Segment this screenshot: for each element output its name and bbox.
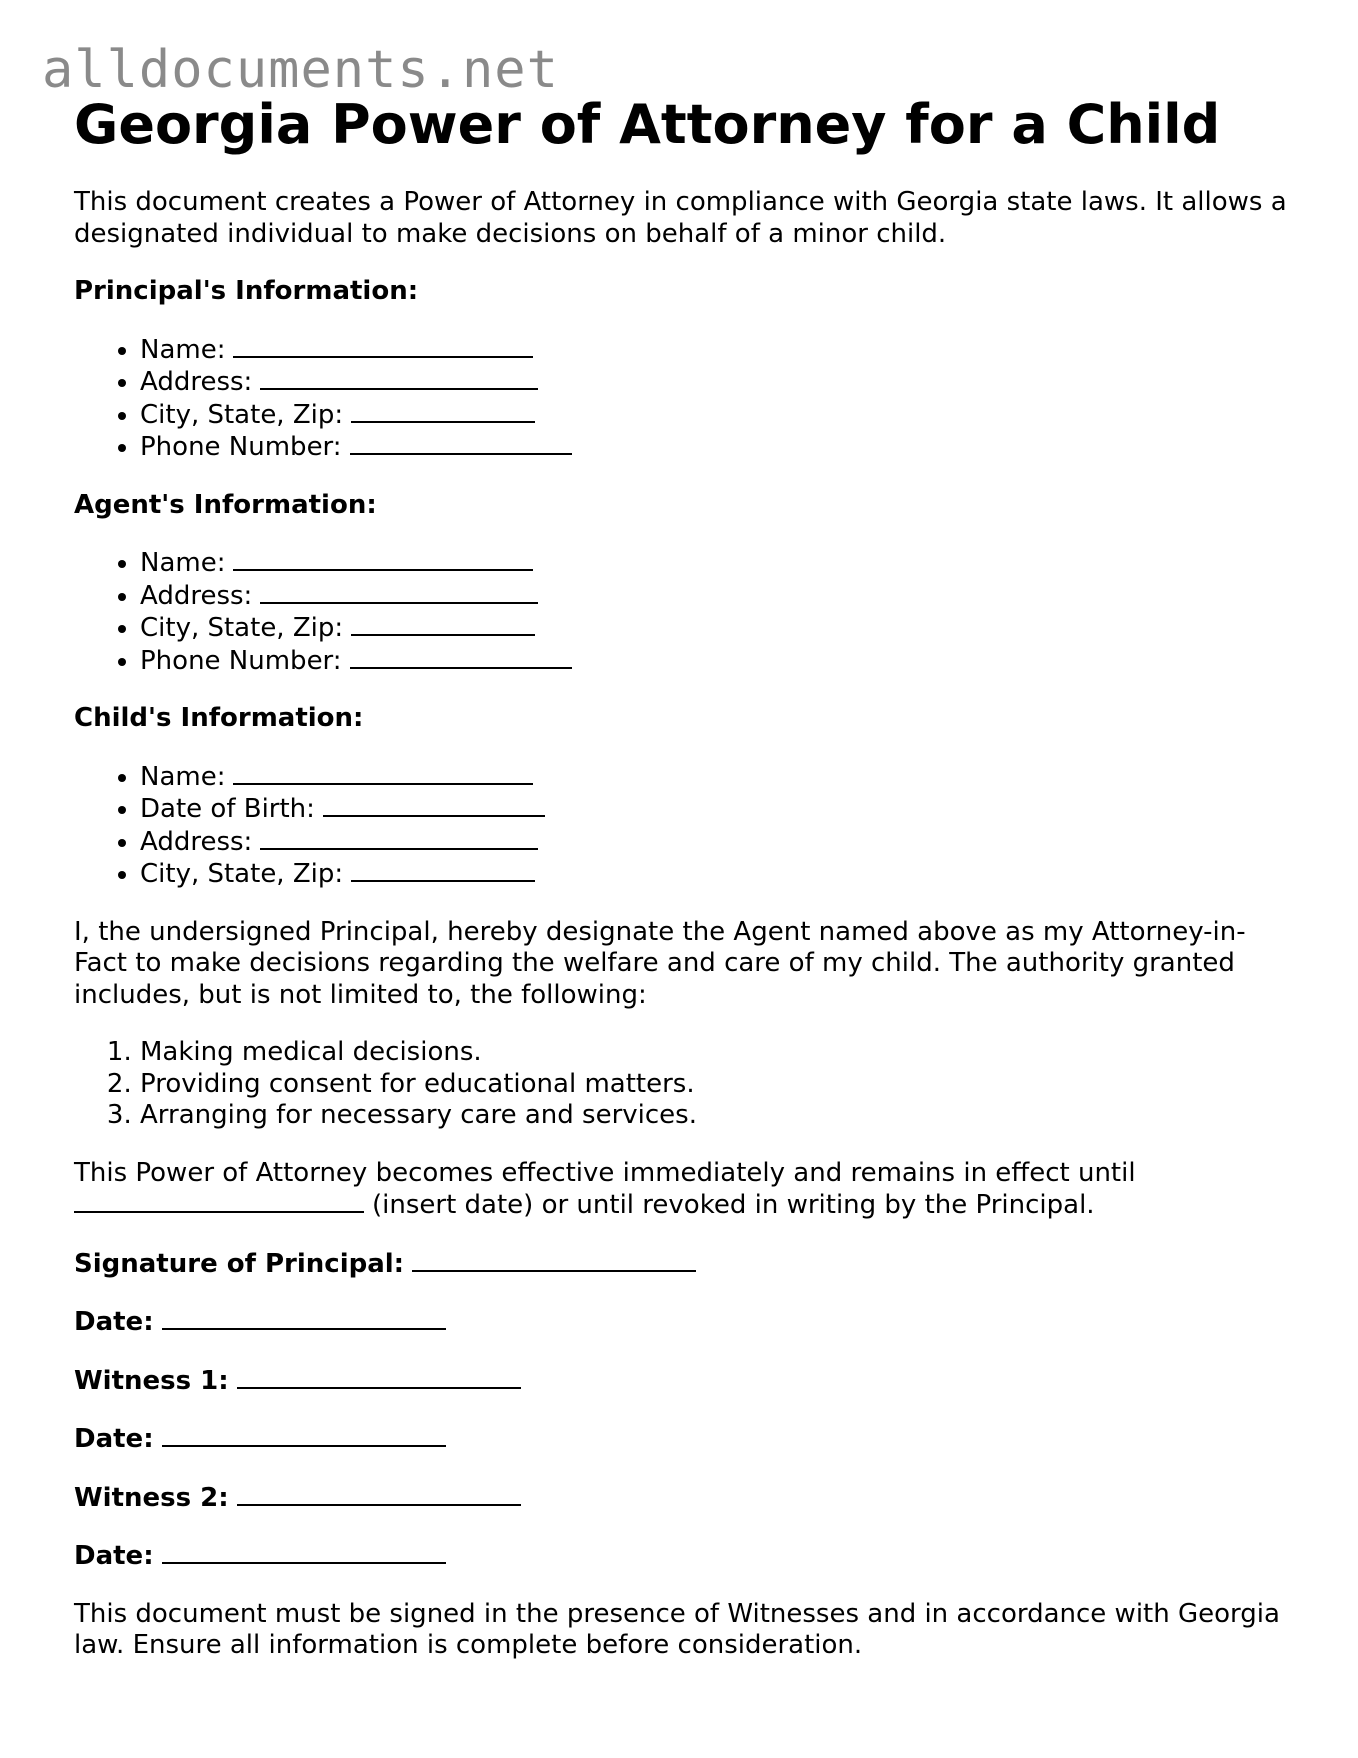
principal-phone-blank[interactable]	[350, 431, 572, 455]
witness1-line: Witness 1:	[74, 1365, 1294, 1398]
agent-address-blank[interactable]	[260, 580, 538, 604]
date-blank-2[interactable]	[162, 1423, 446, 1447]
child-dob-blank[interactable]	[323, 793, 545, 817]
child-fields	[74, 761, 1294, 891]
document-title: Georgia Power of Attorney for a Child	[74, 93, 1221, 156]
date-blank-3[interactable]	[162, 1540, 446, 1564]
principal-address-field: • Address:	[140, 366, 1294, 399]
intro-paragraph: This document creates a Power of Attorney in compliance with Georgia state laws. It allows a designated individual to make decisions on behalf of a minor child.	[74, 187, 1287, 249]
powers-list	[74, 1037, 1294, 1132]
principal-name-blank[interactable]	[233, 334, 533, 358]
agent-address-field: • Address:	[140, 580, 1294, 613]
date-line-2: Date:	[74, 1423, 1294, 1456]
witness2-blank[interactable]	[237, 1482, 521, 1506]
principal-signature-line: Signature of Principal:	[74, 1248, 1294, 1281]
principal-heading: Principal's Information:	[74, 276, 419, 306]
agent-phone-blank[interactable]	[350, 645, 572, 669]
child-dob-field: • Date of Birth:	[140, 793, 1294, 826]
agent-city-field: • City, State, Zip:	[140, 612, 1294, 645]
watermark: alldocuments.net	[42, 40, 559, 100]
principal-city-blank[interactable]	[351, 399, 535, 423]
power-item: 2. Providing consent for educational matters.	[140, 1069, 1294, 1101]
agent-name-blank[interactable]	[233, 547, 533, 571]
principal-city-field: • City, State, Zip:	[140, 399, 1294, 432]
power-item: 1. Making medical decisions.	[140, 1037, 1294, 1069]
date-line-3: Date:	[74, 1540, 1294, 1573]
child-address-blank[interactable]	[260, 826, 538, 850]
child-name-field: • Name:	[140, 761, 1294, 794]
witness2-line: Witness 2:	[74, 1482, 1294, 1515]
child-heading: Child's Information:	[74, 703, 364, 733]
principal-name-field: • Name:	[140, 334, 1294, 367]
principal-fields	[74, 334, 1294, 464]
date-blank-1[interactable]	[162, 1306, 446, 1330]
principal-phone-field: • Phone Number:	[140, 431, 1294, 464]
witness1-blank[interactable]	[237, 1365, 521, 1389]
agent-phone-field: • Phone Number:	[140, 645, 1294, 678]
agent-fields	[74, 547, 1294, 677]
child-city-field: • City, State, Zip:	[140, 858, 1294, 891]
child-address-field: • Address:	[140, 826, 1294, 859]
agent-name-field: • Name:	[140, 547, 1294, 580]
date-line-1: Date:	[74, 1306, 1294, 1339]
document-body	[74, 92, 1294, 1662]
child-name-blank[interactable]	[233, 761, 533, 785]
agent-heading: Agent's Information:	[74, 489, 377, 520]
closing-paragraph: This document must be signed in the presence of Witnesses and in accordance with Georgia law. Ensure all information is complete before consideration.	[74, 1598, 1280, 1660]
power-item: 3. Arranging for necessary care and services.	[140, 1100, 1294, 1132]
agent-city-blank[interactable]	[351, 612, 535, 636]
designation-paragraph: I, the undersigned Principal, hereby designate the Agent named above as my Attorney-in-Fact to make decisions regarding the welfare and care of my child. The authority granted includes, but is not limited to, the following:	[74, 916, 1246, 1010]
effective-date-blank[interactable]	[74, 1189, 364, 1213]
principal-address-blank[interactable]	[260, 366, 538, 390]
effective-paragraph: This Power of Attorney becomes effective immediately and remains in effect until (insert date) or until revoked in writing by the Principal.	[74, 1157, 1136, 1220]
child-city-blank[interactable]	[351, 858, 535, 882]
principal-signature-blank[interactable]	[412, 1248, 696, 1272]
